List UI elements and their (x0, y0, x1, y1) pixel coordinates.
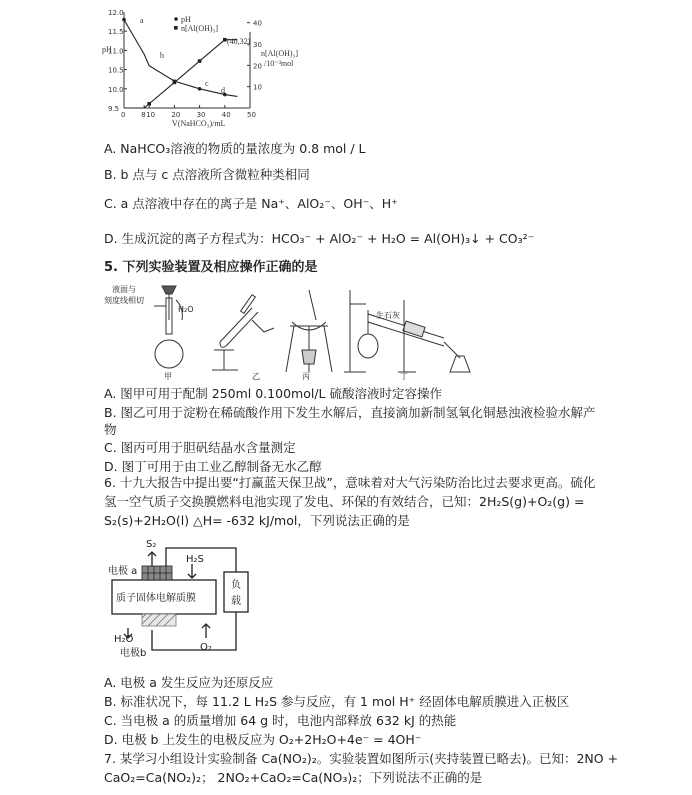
distillation-setup-icon (344, 290, 470, 372)
fuel-cell-diagram (108, 538, 260, 662)
q6-option-d: D. 电极 b 上发生的电极反应为 O₂+2H₂O+4e⁻ = 4OH⁻ (104, 732, 422, 747)
ph-point (122, 18, 126, 22)
q4-option-c: C. a 点溶液中存在的离子是 Na⁺、AlO₂⁻、OH⁻、H⁺ (104, 196, 398, 211)
q5-option-a: A. 图甲可用于配制 250ml 0.100mol/L 硫酸溶液时定容操作 (104, 386, 442, 401)
legend-ph-marker (174, 17, 178, 21)
y-left-top-label: 12.0 (108, 9, 124, 17)
load-label-2: 载 (231, 596, 241, 607)
x-tick-label: 20 (171, 111, 181, 119)
y-right-tick-label: 10 (253, 83, 262, 92)
x-tick-label: 8 (141, 111, 146, 119)
h2o-out-label: H₂O (114, 634, 134, 645)
x-tick-label: 50 (247, 111, 256, 119)
electrode-b-hatch (142, 614, 176, 626)
membrane-label: 质子固体电解质膜 (116, 593, 196, 604)
load-label-1: 负 (231, 580, 241, 591)
q5-option-c: C. 图丙可用于胆矾结晶水含量测定 (104, 440, 296, 455)
q6-stem-line2: 氢一空气质子交换膜燃料电池实现了发电、环保的有效结合，已知：2H₂S(g)+O₂(g) = (104, 494, 585, 509)
point-label-c: c (205, 79, 209, 88)
x-axis-label: V(NaHCO₃)/mL (172, 119, 226, 128)
q5-apparatus-figure (104, 280, 484, 382)
caption-bing: 丙 (302, 372, 310, 381)
y-left-tick-label: 11.5 (108, 28, 124, 37)
peak-label: (40,32) (227, 37, 251, 46)
x-tick-label: 40 (221, 111, 231, 119)
h2o-label: H₂O (178, 305, 194, 314)
q7-stem-line2: CaO₂=Ca(NO₂)₂； 2NO₂+CaO₂=Ca(NO₃)₂；下列说法不正确的是 (104, 770, 483, 785)
h2s-label: H₂S (186, 554, 204, 565)
q6-option-b: B. 标准状况下，每 11.2 L H₂S 参与反应，有 1 mol H⁺ 经固体电解质膜进入正极区 (104, 694, 570, 709)
q6-stem-line3: S₂(s)+2H₂O(l) △H= -632 kJ/mol，下列说法正确的是 (104, 513, 410, 528)
electrode-a-label: 电极 a (108, 566, 138, 577)
q6-option-a: A. 电极 a 发生反应为还原反应 (104, 675, 274, 690)
y-left-tick-label: 11.0 (108, 47, 124, 56)
y-right-tick-label: 20 (253, 62, 262, 71)
y-left-tick-label: 10.0 (108, 85, 124, 94)
q7-stem-line1: 7. 某学习小组设计实验制备 Ca(NO₂)₂。实验装置如图所示(夹持装置已略去)。已知：2NO + (104, 751, 619, 766)
y-right-tick-label: 40 (253, 19, 262, 28)
q5-option-b-line1: B. 图乙可用于淀粉在稀硫酸作用下发生水解后，直接滴加新制氢氧化铜悬浊液检验水解产 (104, 405, 596, 420)
al-series-line (124, 40, 237, 108)
x-tick-label: 30 (196, 111, 206, 119)
legend-al: n[Al(OH)₃] (181, 24, 218, 33)
y-left-tick-label: 9.5 (108, 105, 120, 113)
al-point (173, 81, 177, 85)
q4-option-b: B. b 点与 c 点溶液所含微粒种类相同 (104, 167, 310, 182)
caption-jia: 甲 (164, 372, 172, 381)
q4-option-a: A. NaHCO₃溶液的物质的量浓度为 0.8 mol / L (104, 141, 366, 156)
liquid-label-1: 液面与 (112, 285, 136, 294)
quicklime-label: 生石灰 (376, 311, 400, 320)
right-axis-label: n[Al(OH)₃] (261, 49, 298, 58)
x-tick-label: 10 (146, 111, 156, 119)
q5-option-d: D. 图丁可用于由工业乙醇制备无水乙醇 (104, 459, 322, 474)
q6-stem-line1: 6. 十九大报告中提出要“打赢蓝天保卫战”，意味着对大气污染防治比过去要求更高。硫化 (104, 475, 596, 490)
legend-ph: pH (181, 15, 191, 24)
y-right-tick-label: 30 (253, 41, 262, 49)
y-left-tick-label: 10.5 (108, 66, 124, 75)
al-point (198, 59, 202, 63)
caption-yi: 乙 (252, 372, 260, 381)
point-label-d: d (221, 86, 225, 95)
ph-chart (100, 4, 300, 128)
electrode-a-grid (142, 566, 172, 580)
right-axis-unit: /10⁻³mol (264, 59, 294, 68)
caption-ding: 丁 (400, 372, 408, 381)
point-label-b: b (160, 51, 164, 60)
legend-al-marker (174, 26, 178, 30)
test-tube-icon (212, 295, 274, 370)
ph-point (198, 87, 202, 91)
q5-stem: 5. 下列实验装置及相应操作正确的是 (104, 260, 318, 275)
o2-label: O₂ (200, 642, 212, 653)
q6-option-c: C. 当电极 a 的质量增加 64 g 时，电池内部释放 632 kJ 的热能 (104, 713, 457, 728)
y-left-label: pH (102, 45, 112, 54)
x-tick-label: 0 (121, 111, 126, 119)
q4-option-d: D. 生成沉淀的离子方程式为：HCO₃⁻ + AlO₂⁻ + H₂O = Al(OH)₃↓ + CO₃²⁻ (104, 231, 535, 246)
liquid-label-2: 刻度线相切 (104, 296, 144, 305)
al-point (147, 102, 151, 106)
s2-label: S₂ (146, 539, 157, 550)
evaporating-dish-icon (286, 290, 332, 372)
point-label-a: a (140, 16, 144, 25)
electrode-b-label: 电极b (120, 648, 147, 659)
q5-option-b-line2: 物 (104, 422, 117, 437)
volumetric-flask-icon (154, 286, 183, 368)
